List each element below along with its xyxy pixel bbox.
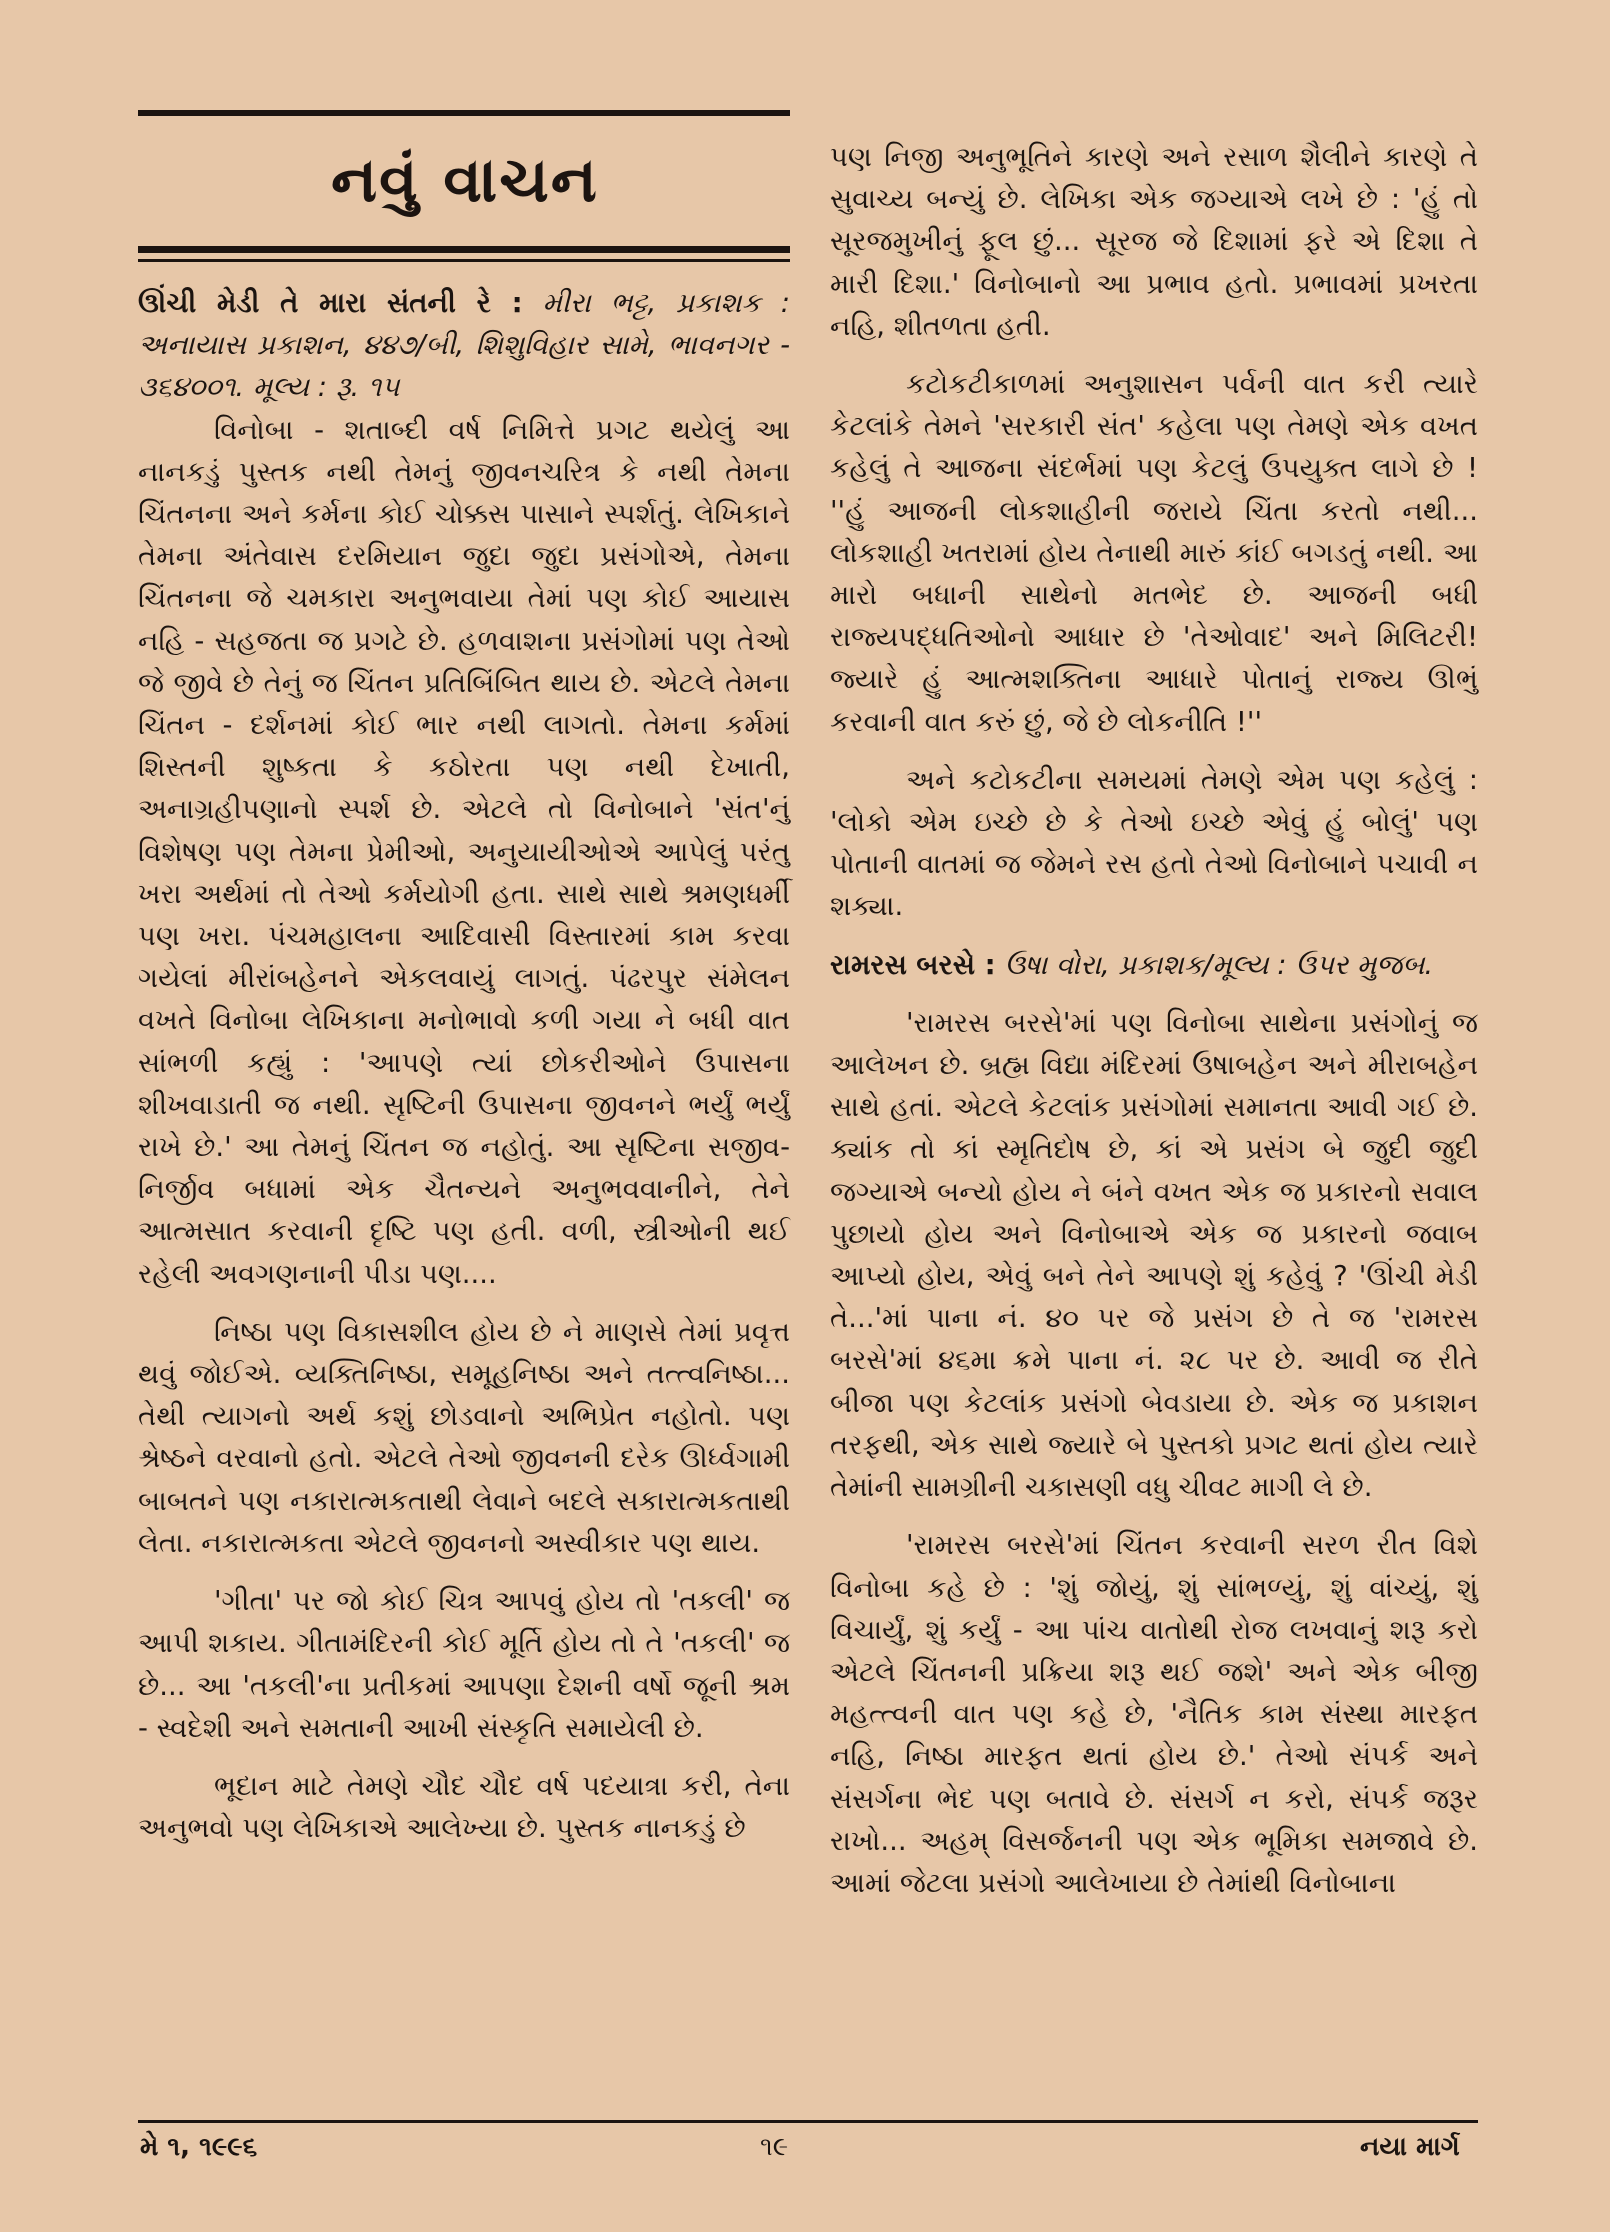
right-column xyxy=(830,136,1478,1904)
section-title: નવું વાચન xyxy=(330,143,599,216)
book-title-2: રામરસ બરસે : xyxy=(830,948,996,981)
review-paragraph: નિષ્ઠા પણ વિકાસશીલ હોય છે ને માણસે તેમાં પ્રવૃત્ત થવું જોઈએ. વ્યક્તિનિષ્ઠા, સમૂહનિષ્ઠા અને તત્ત્વનિષ્ઠા... તેથી ત્યાગનો અર્થ કશું છોડવાનો અભિપ્રેત નહોતો. પણ શ્રેષ્ઠને વરવાનો હતો. એટલે તેઓ જીવનની દરેક ઊર્ધ્વગામી બાબતને પણ નકારાત્મકતાથી લેવાને બદલે સકારાત્મકતાથી લેતા. નકારાત્મકતા એટલે જીવનનો અસ્વીકાર પણ થાય. xyxy=(138,1315,790,1559)
review-paragraph: 'રામરસ બરસે'માં ચિંતન કરવાની સરળ રીત વિશે વિનોબા કહે છે : 'શું જોયું, શું સાંભળ્યું, શું વાંચ્યું, શું વિચાર્યું, શું કર્યું - આ પાંચ વાતોથી રોજ લખવાનું શરૂ કરો એટલે ચિંતનની પ્રક્રિયા શરૂ થઈ જશે' અને એક બીજી મહત્ત્વની વાત પણ કહે છે, 'નૈતિક કામ સંસ્થા મારફત નહિ, નિષ્ઠા મારફત થતાં હોય છે.' તેઓ સંપર્ક અને સંસર્ગના ભેદ પણ બતાવે છે. સંસર્ગ ન કરો, સંપર્ક જરૂર રાખો... અહમ્ વિસર્જનની પણ એક ભૂમિકા સમજાવે છે. આમાં જેટલા પ્રસંગો આલેખાયા છે તેમાંથી વિનોબાના xyxy=(830,1529,1478,1899)
heading-rule-lower xyxy=(138,259,790,262)
review-paragraph: 'રામરસ બરસે'માં પણ વિનોબા સાથેના પ્રસંગોનું જ આલેખન છે. બ્રહ્મ વિદ્યા મંદિરમાં ઉષાબહેન અને મીરાબહેન સાથે હતાં. એટલે કેટલાંક પ્રસંગોમાં સમાનતા આવી ગઈ છે. ક્યાંક તો કાં સ્મૃતિદોષ છે, કાં એ પ્રસંગ બે જુદી જુદી જગ્યાએ બન્યો હોય ને બંને વખત એક જ પ્રકારનો સવાલ પુછાયો હોય અને વિનોબાએ એક જ પ્રકારનો જવાબ આપ્યો હોય, એવું બને તેને આપણે શું કહેવું ? 'ઊંચી મેડી તે...'માં પાના નં. ૪૦ પર જે પ્રસંગ છે તે જ 'રામરસ બરસે'માં ૪૬મા ક્રમે પાના નં. ૨૮ પર છે. આવી જ રીતે બીજા પણ કેટલાંક પ્રસંગો બેવડાયા છે. એક જ પ્રકાશન તરફથી, એક સાથે જ્યારે બે પુસ્તકો પ્રગટ થતાં હોય ત્યારે તેમાંની સામગ્રીની ચકાસણી વધુ ચીવટ માગી લે છે. xyxy=(830,1006,1478,1504)
book-title-1: ઊંચી મેડી તે મારા સંતની રે : xyxy=(138,287,523,319)
review-paragraph: વિનોબા - શતાબ્દી વર્ષ નિમિત્તે પ્રગટ થયેલું આ નાનકડું પુસ્તક નથી તેમનું જીવનચરિત્ર કે નથી તેમના ચિંતનના અને કર્મના કોઈ ચોક્કસ પાસાને સ્પર્શતું. લેખિકાને તેમના અંતેવાસ દરમિયાન જુદા જુદા પ્રસંગોએ, તેમના ચિંતનના જે ચમકારા અનુભવાયા તેમાં પણ કોઈ આયાસ નહિ - સહજતા જ પ્રગટે છે. હળવાશના પ્રસંગોમાં પણ તેઓ જે જીવે છે તેનું જ ચિંતન પ્રતિબિંબિત થાય છે. એટલે તેમના ચિંતન - દર્શનમાં કોઈ ભાર નથી લાગતો. તેમના કર્મમાં શિસ્તની શુષ્કતા કે કઠોરતા પણ નથી દેખાતી, અનાગ્રહીપણાનો સ્પર્શ છે. એટલે તો વિનોબાને 'સંત'નું વિશેષણ પણ તેમના પ્રેમીઓ, અનુયાયીઓએ આપેલું પરંતુ ખરા અર્થમાં તો તેઓ કર્મયોગી હતા. સાથે સાથે શ્રમણધર્મી પણ ખરા. પંચમહાલના આદિવાસી વિસ્તારમાં કામ કરવા ગયેલાં મીરાંબહેનને એકલવાયું લાગતું. પંઢરપુર સંમેલન વખતે વિનોબા લેખિકાના મનોભાવો કળી ગયા ને બધી વાત સાંભળી કહ્યું : 'આપણે ત્યાં છોકરીઓને ઉપાસના શીખવાડાતી જ નથી. સૃષ્ટિની ઉપાસના જીવનને ભર્યું ભર્યું રાખે છે.' આ તેમનું ચિંતન જ નહોતું. આ સૃષ્ટિના સજીવ-નિર્જીવ બધામાં એક ચૈતન્યને અનુભવવાનીને, તેને આત્મસાત કરવાની દૃષ્ટિ પણ હતી. વળી, સ્ત્રીઓની થઈ રહેલી અવગણનાની પીડા પણ.... xyxy=(138,413,790,1290)
heading-rule-upper xyxy=(138,246,790,253)
top-rule xyxy=(138,110,790,116)
review-paragraph: ભૂદાન માટે તેમણે ચૌદ ચૌદ વર્ષ પદયાત્રા કરી, તેના અનુભવો પણ લેખિકાએ આલેખ્યા છે. પુસ્તક નાનકડું છે xyxy=(138,1769,790,1845)
review-paragraph: કટોકટીકાળમાં અનુશાસન પર્વની વાત કરી ત્યારે કેટલાંકે તેમને 'સરકારી સંત' કહેલા પણ તેમણે એક વખત કહેલું તે આજના સંદર્ભમાં પણ કેટલું ઉપયુક્ત લાગે છે ! ''હું આજની લોકશાહીની જરાયે ચિંતા કરતો નથી... લોકશાહી ખતરામાં હોય તેનાથી મારું કાંઈ બગડતું નથી. આ મારો બધાની સાથેનો મતભેદ છે. આજની બધી રાજ્યપદ્ધતિઓનો આધાર છે 'તેઓવાદ' અને મિલિટરી! જ્યારે હું આત્મશક્તિના આધારે પોતાનું રાજ્ય ઊભું કરવાની વાત કરું છું, જે છે લોકનીતિ !'' xyxy=(830,368,1478,738)
issue-date: મે ૧, ૧૯૯૬ xyxy=(140,2132,258,2162)
review-paragraph: પણ નિજી અનુભૂતિને કારણે અને રસાળ શૈલીને કારણે તે સુવાચ્ય બન્યું છે. લેખિકા એક જગ્યાએ લખે છે : 'હું તો સૂરજમુખીનું ફૂલ છું... સૂરજ જે દિશામાં ફરે એ દિશા તે મારી દિશા.' વિનોબાનો આ પ્રભાવ હતો. પ્રભાવમાં પ્રખરતા નહિ, શીતળતા હતી. xyxy=(830,141,1478,342)
magazine-name: નયા માર્ગ xyxy=(1360,2132,1460,2162)
review-paragraph: 'ગીતા' પર જો કોઈ ચિત્ર આપવું હોય તો 'તકલી' જ આપી શકાય. ગીતામંદિરની કોઈ મૂર્તિ હોય તો તે 'તકલી' જ છે... આ 'તકલી'ના પ્રતીકમાં આપણા દેશની વર્ષો જૂની શ્રમ - સ્વદેશી અને સમતાની આખી સંસ્કૃતિ સમાયેલી છે. xyxy=(138,1585,790,1744)
book-entry-2 xyxy=(830,944,1478,986)
page-number: ૧૯ xyxy=(760,2132,789,2162)
left-column xyxy=(138,282,790,1849)
review-paragraph: અને કટોકટીના સમયમાં તેમણે એમ પણ કહેલું : 'લોકો એમ ઇચ્છે છે કે તેઓ ઇચ્છે એવું હું બોલું' પણ પોતાની વાતમાં જ જેમને રસ હતો તેઓ વિનોબાને પચાવી ન શક્યા. xyxy=(830,763,1478,923)
section-heading-box xyxy=(140,118,790,242)
footer-rule xyxy=(138,2120,1478,2123)
book-meta-1: મીરા ભટ્ટ, પ્રકાશક : અનાયાસ પ્રકાશન, ૪૪૭/બી, શિશુવિહાર સામે, ભાવનગર - ૩૬૪૦૦૧. મૂલ્ય : રૂ. ૧૫ xyxy=(138,287,790,404)
book-entry-1 xyxy=(138,282,790,409)
book-meta-2: ઉષા વોરા, પ્રકાશક/મૂલ્ય : ઉપર મુજબ. xyxy=(995,948,1434,981)
